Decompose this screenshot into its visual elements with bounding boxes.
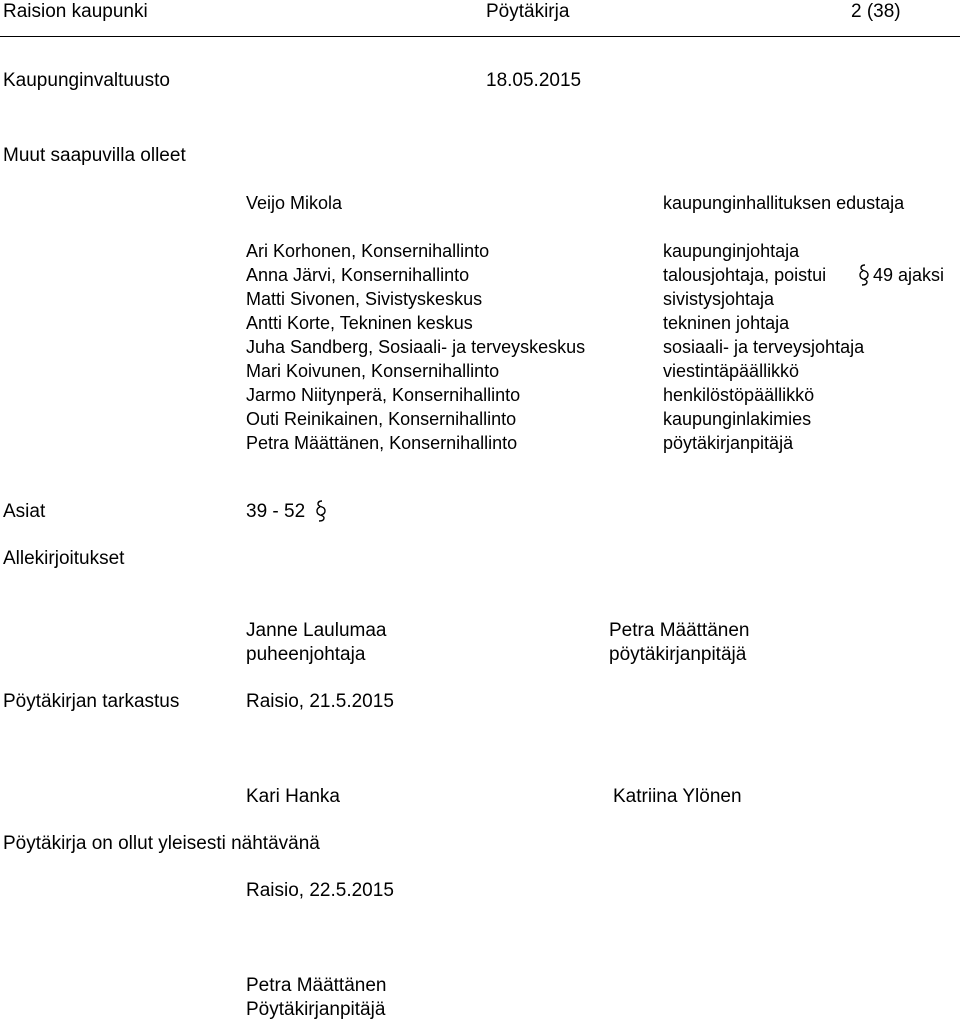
attendee-role: talousjohtaja, poistui [663, 265, 827, 285]
attendee-name: Anna Järvi, Konsernihallinto [246, 265, 470, 285]
header-doc-type: Pöytäkirja [486, 1, 570, 22]
chair-name: Janne Laulumaa [246, 620, 387, 641]
attendee-name: Outi Reinikainen, Konsernihallinto [246, 409, 517, 429]
header-city: Raision kaupunki [3, 1, 148, 22]
header-body: Kaupunginvaltuusto [3, 70, 170, 91]
attendee-role: kaupunginlakimies [663, 409, 812, 429]
attendee-name: Veijo Mikola [246, 193, 343, 213]
reviewer-name: Katriina Ylönen [613, 786, 742, 807]
attendee-role: sosiaali- ja terveysjohtaja [663, 337, 865, 357]
header-page-number: 2 (38) [851, 1, 901, 22]
signatures-label: Allekirjoitukset [3, 548, 125, 569]
attendee-role: sivistysjohtaja [663, 289, 775, 309]
secretary-name: Petra Määttänen [609, 620, 750, 641]
section-sign-icon [858, 264, 870, 286]
review-label: Pöytäkirjan tarkastus [3, 691, 180, 712]
others-present-label: Muut saapuvilla olleet [3, 145, 186, 166]
public-signer-name: Petra Määttänen [246, 975, 387, 996]
attendee-name: Mari Koivunen, Konsernihallinto [246, 361, 500, 381]
matters-label: Asiat [3, 501, 46, 522]
header-rule [0, 36, 960, 37]
public-place-date: Raisio, 22.5.2015 [246, 880, 394, 901]
public-signer-title: Pöytäkirjanpitäjä [246, 999, 386, 1020]
attendee-role: tekninen johtaja [663, 313, 790, 333]
secretary-title: pöytäkirjanpitäjä [609, 644, 747, 665]
attendee-name: Juha Sandberg, Sosiaali- ja terveyskeskus [246, 337, 586, 357]
attendee-name: Matti Sivonen, Sivistyskeskus [246, 289, 483, 309]
attendee-name: Jarmo Niitynperä, Konsernihallinto [246, 385, 521, 405]
reviewer-name: Kari Hanka [246, 786, 340, 807]
attendee-name: Petra Määttänen, Konsernihallinto [246, 433, 518, 453]
header-date: 18.05.2015 [486, 70, 582, 91]
matters-range: 39 - 52 [246, 501, 306, 522]
attendee-role: kaupunginhallituksen edustaja [663, 193, 905, 213]
attendee-name: Ari Korhonen, Konsernihallinto [246, 241, 490, 261]
section-sign-icon [315, 500, 327, 522]
attendee-role: pöytäkirjanpitäjä [663, 433, 794, 453]
public-display-label: Pöytäkirja on ollut yleisesti nähtävänä [3, 833, 320, 854]
review-place-date: Raisio, 21.5.2015 [246, 691, 394, 712]
chair-title: puheenjohtaja [246, 644, 366, 665]
attendee-role: kaupunginjohtaja [663, 241, 800, 261]
attendee-role-extra: 49 ajaksi [873, 265, 945, 285]
attendee-role: henkilöstöpäällikkö [663, 385, 815, 405]
attendee-role: viestintäpäällikkö [663, 361, 800, 381]
attendee-name: Antti Korte, Tekninen keskus [246, 313, 473, 333]
